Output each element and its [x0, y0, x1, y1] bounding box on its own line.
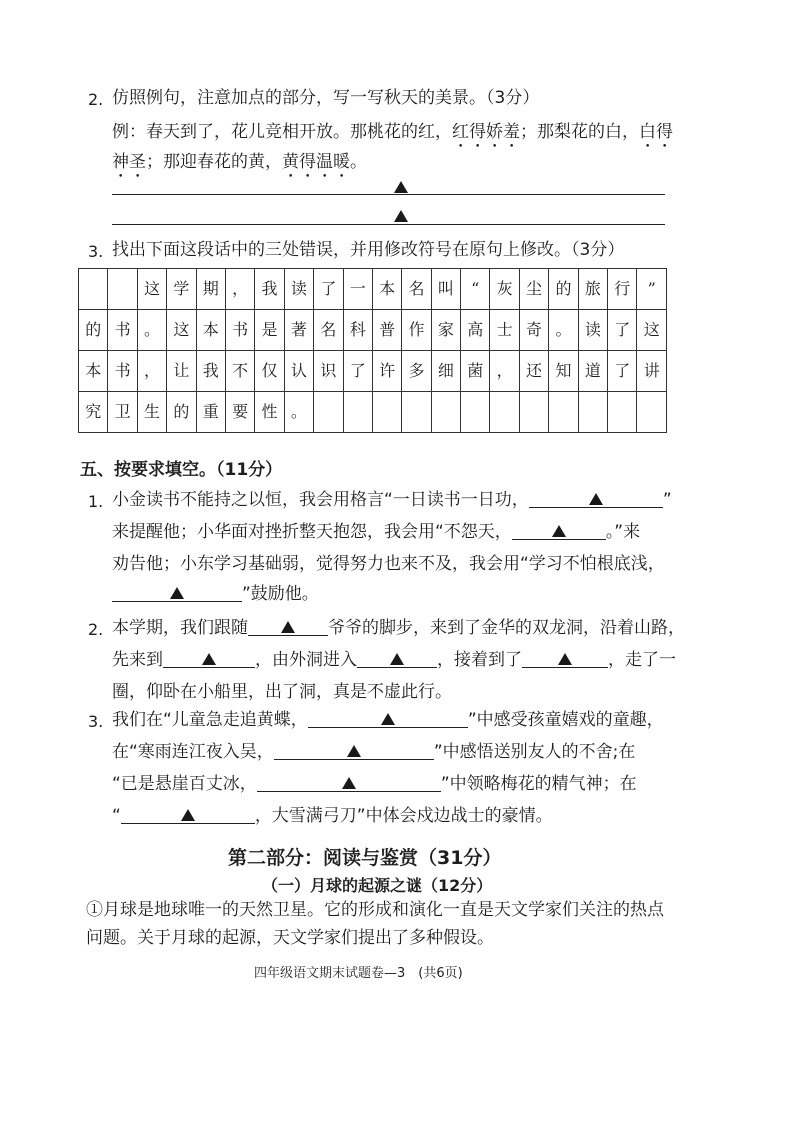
example-line-1: 例：春天到了，花儿竞相开放。那桃花的红，红得娇羞；那梨花的白，白得: [112, 122, 673, 142]
answer-marker-icon: [394, 210, 408, 222]
grid-cell: 书: [225, 310, 254, 351]
fill-line: ”鼓励他。: [112, 582, 319, 606]
fill-line: 小金读书不能持之以恒，我会用格言“一日读书一日功， ”: [112, 490, 672, 510]
answer-marker-icon: [552, 525, 566, 537]
grid-cell: 我: [255, 269, 284, 310]
grid-cell: [343, 392, 372, 433]
answer-marker-icon: [390, 653, 404, 665]
fill-blank[interactable]: [112, 583, 242, 602]
fill-blank[interactable]: [522, 649, 608, 668]
fill-blank[interactable]: [308, 709, 468, 728]
grid-cell: 细: [431, 351, 460, 392]
fill-line: 先来到 ，由外洞进入 ，接着到了 ，走了一: [112, 650, 676, 670]
grid-cell: 我: [196, 351, 225, 392]
grid-cell: [79, 269, 108, 310]
grid-cell: 许: [372, 351, 401, 392]
grid-cell: [372, 392, 401, 433]
grid-cell: 仅: [255, 351, 284, 392]
grid-cell: 这: [637, 310, 667, 351]
answer-marker-icon: [589, 493, 603, 505]
answer-line[interactable]: [112, 224, 665, 225]
grid-cell: [608, 392, 637, 433]
grid-cell: 。: [137, 310, 166, 351]
page-footer: 四年级语文期末试题卷—3 (共6页): [254, 966, 463, 981]
passage-title: （一）月球的起源之谜（12分）: [262, 876, 493, 895]
grid-cell: [549, 392, 578, 433]
fill-blank[interactable]: [529, 489, 663, 508]
fill-line: “已是悬崖百丈冰， ”中领略梅花的精气神；在: [112, 774, 637, 794]
grid-cell: 灰: [490, 269, 519, 310]
grid-row: [79, 269, 667, 310]
question-number: 1.: [88, 492, 104, 511]
grid-cell: 高: [461, 310, 490, 351]
grid-cell: [461, 392, 490, 433]
grid-cell: 叫: [431, 269, 460, 310]
grid-cell: [314, 392, 343, 433]
grid-cell: 书: [108, 310, 137, 351]
fill-line: 圈，仰卧在小船里，出了洞，真是不虚此行。: [112, 682, 452, 702]
answer-line[interactable]: [112, 194, 665, 195]
grid-row: [79, 310, 667, 351]
answer-marker-icon: [181, 809, 195, 821]
grid-cell: 期: [196, 269, 225, 310]
grid-cell: “: [461, 269, 490, 310]
grid-cell: ，: [137, 351, 166, 392]
grid-cell: 重: [196, 392, 225, 433]
grid-cell: 了: [608, 351, 637, 392]
answer-marker-icon: [558, 653, 572, 665]
grid-cell: ，: [225, 269, 254, 310]
grid-cell: 要: [225, 392, 254, 433]
grid-cell: 书: [108, 351, 137, 392]
fill-line: 在“寒雨连江夜入吴， ”中感悟送别友人的不舍;在: [112, 742, 636, 762]
fill-line: 本学期，我们跟随 爷爷的脚步，来到了金华的双龙洞，沿着山路，: [112, 618, 685, 638]
grid-cell: 道: [578, 351, 607, 392]
part-heading: 第二部分：阅读与鉴赏（31分）: [228, 847, 502, 869]
fill-blank[interactable]: [248, 617, 328, 636]
grid-cell: 家: [431, 310, 460, 351]
grid-cell: 著: [284, 310, 313, 351]
grid-cell: 讲: [637, 351, 667, 392]
fill-blank[interactable]: [274, 741, 434, 760]
section-heading: 五、按要求填空。（11分）: [80, 460, 283, 480]
grid-cell: 士: [490, 310, 519, 351]
grid-cell: 了: [608, 310, 637, 351]
grid-cell: 本: [372, 269, 401, 310]
grid-cell: 旅: [578, 269, 607, 310]
grid-cell: 尘: [519, 269, 548, 310]
correction-grid: [78, 268, 667, 433]
answer-marker-icon: [381, 713, 395, 725]
grid-cell: 知: [549, 351, 578, 392]
fill-blank[interactable]: [512, 521, 606, 540]
grid-cell: 奇: [519, 310, 548, 351]
grid-cell: 名: [402, 269, 431, 310]
fill-line: 我们在“儿童急走追黄蝶， ”中感受孩童嬉戏的童趣，: [112, 710, 664, 730]
fill-line: 劝告他；小东学习基础弱，觉得努力也来不及，我会用“学习不怕根底浅，: [112, 554, 665, 574]
grid-cell: 多: [402, 351, 431, 392]
question-number: 2.: [88, 90, 104, 109]
grid-cell: ，: [490, 351, 519, 392]
grid-cell: 普: [372, 310, 401, 351]
passage-paragraph: 问题。关于月球的起源，天文学家们提出了多种假设。: [86, 928, 494, 948]
grid-cell: 不: [225, 351, 254, 392]
grid-cell: 读: [578, 310, 607, 351]
grid-cell: 科: [343, 310, 372, 351]
grid-cell: 的: [79, 310, 108, 351]
question-number: 3.: [88, 712, 104, 731]
grid-cell: 行: [608, 269, 637, 310]
answer-marker-icon: [394, 181, 408, 193]
question-prompt: 找出下面这段话中的三处错误，并用修改符号在原句上修改。（3分）: [112, 240, 625, 260]
grid-cell: 这: [137, 269, 166, 310]
grid-cell: 识: [314, 351, 343, 392]
grid-cell: 了: [343, 351, 372, 392]
fill-line: 来提醒他；小华面对挫折整天抱怨，我会用“不怨天， 。”来: [112, 522, 641, 542]
fill-blank[interactable]: [357, 649, 437, 668]
grid-cell: 还: [519, 351, 548, 392]
grid-cell: 的: [167, 392, 196, 433]
grid-cell: 菌: [461, 351, 490, 392]
grid-cell: 了: [314, 269, 343, 310]
grid-cell: 生: [137, 392, 166, 433]
grid-cell: [402, 392, 431, 433]
grid-cell: 。: [549, 310, 578, 351]
grid-cell: 作: [402, 310, 431, 351]
grid-cell: 。: [284, 392, 313, 433]
question-number: 2.: [88, 620, 104, 639]
grid-cell: [431, 392, 460, 433]
grid-row: [79, 351, 667, 392]
fill-blank[interactable]: [257, 773, 441, 792]
passage-paragraph: ①月球是地球唯一的天然卫星。它的形成和演化一直是天文学家们关注的热点: [86, 900, 664, 920]
grid-cell: [490, 392, 519, 433]
grid-cell: 学: [167, 269, 196, 310]
question-prompt: 仿照例句，注意加点的部分，写一写秋天的美景。（3分）: [112, 88, 540, 108]
grid-cell: 读: [284, 269, 313, 310]
grid-cell: [519, 392, 548, 433]
question-number: 3.: [88, 242, 104, 261]
answer-marker-icon: [347, 745, 361, 757]
answer-marker-icon: [342, 777, 356, 789]
grid-cell: 卫: [108, 392, 137, 433]
grid-cell: 让: [167, 351, 196, 392]
grid-cell: [578, 392, 607, 433]
example-line-2: 神圣；那迎春花的黄，黄得温暖。: [112, 152, 367, 172]
grid-cell: 本: [79, 351, 108, 392]
grid-cell: 认: [284, 351, 313, 392]
answer-marker-icon: [202, 653, 216, 665]
fill-blank[interactable]: [121, 805, 255, 824]
grid-cell: [108, 269, 137, 310]
fill-line: “ ，大雪满弓刀”中体会戍边战士的豪情。: [112, 806, 553, 826]
grid-cell: 究: [79, 392, 108, 433]
grid-cell: [637, 392, 667, 433]
grid-cell: 本: [196, 310, 225, 351]
grid-cell: 一: [343, 269, 372, 310]
fill-blank[interactable]: [163, 649, 255, 668]
grid-cell: 是: [255, 310, 284, 351]
grid-cell: 名: [314, 310, 343, 351]
grid-cell: 性: [255, 392, 284, 433]
answer-marker-icon: [281, 621, 295, 633]
grid-cell: ”: [637, 269, 667, 310]
grid-cell: 这: [167, 310, 196, 351]
answer-marker-icon: [170, 587, 184, 599]
grid-row: [79, 392, 667, 433]
grid-cell: 的: [549, 269, 578, 310]
